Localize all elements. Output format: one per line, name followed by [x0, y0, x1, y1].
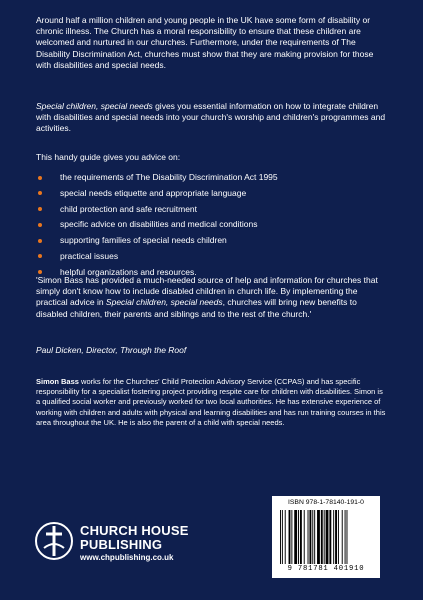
endorsement-quote — [36, 275, 388, 320]
bullet-dot-icon — [38, 207, 42, 211]
barcode-panel — [272, 496, 380, 578]
intro-paragraph: Around half a million children and young people in the UK have some form of disability or chronic illness. The Church has a moral responsibility to ensure that these children are welcomed and nurtured in our churches. Furthermore, under the requirements of The Disability Discrimination Act, churches must show that they are making provision for those with disabilities and special needs. — [36, 15, 374, 70]
purpose-text: gives you essential information on how to integrate children with disabilities and special needs into your church's worship and children's programmes and activities. — [36, 101, 386, 134]
list-item-text: helpful organizations and resources. — [60, 266, 197, 277]
church-house-cross-icon — [34, 520, 74, 562]
bullet-dot-icon — [38, 254, 42, 258]
list-item-text: specific advice on disabilities and medical conditions — [60, 219, 258, 230]
list-item-text: practical issues — [60, 250, 119, 261]
publisher-name-line1: CHURCH HOUSE — [80, 523, 189, 538]
publisher-logo — [34, 520, 254, 570]
quote-book-title: Special children, special needs — [105, 297, 223, 308]
list-item-text: child protection and safe recruitment — [60, 203, 198, 214]
list-item — [36, 249, 388, 265]
bullet-dot-icon — [38, 239, 42, 243]
author-name: Simon Bass — [36, 377, 79, 386]
purpose-paragraph — [36, 101, 388, 135]
list-item — [36, 170, 388, 186]
bullet-dot-icon — [38, 176, 42, 180]
quote-attribution: Paul Dicken, Director, Through the Roof — [36, 345, 187, 355]
bullet-dot-icon — [38, 270, 42, 274]
list-item — [36, 217, 388, 233]
author-bio — [36, 377, 388, 428]
book-title-italic: Special children, special needs — [36, 101, 153, 111]
list-item-text: the requirements of The Disability Discrimination Act 1995 — [60, 172, 278, 182]
list-item — [36, 186, 388, 202]
advice-list — [36, 170, 388, 281]
list-item-text: special needs etiquette and appropriate language — [60, 187, 247, 198]
publisher-name-line2: PUBLISHING — [80, 537, 163, 552]
barcode-icon — [280, 510, 372, 564]
isbn-label: ISBN 978-1-78140-191-0 — [288, 499, 364, 506]
quote-part-1: 'Simon Bass has provided a much-needed source of help and information for churches that simply don't know how to include disabled children in church life. By implementing the practical advice in — [36, 275, 378, 308]
guide-intro: This handy guide gives you advice on: — [36, 152, 181, 162]
list-item-text: supporting families of special needs children — [60, 235, 227, 246]
list-item — [36, 202, 388, 218]
bullet-dot-icon — [38, 191, 42, 195]
quote-part-2: , churches will bring new benefits to disabled children, their parents and siblings and to the rest of the church.' — [36, 297, 357, 319]
author-bio-text: works for the Churches' Child Protection Advisory Service (CCPAS) and has specific responsibility for a specialist fostering project providing respite care for children with disabilities. Simon is a qualified social worker and previously worked for two local authorities. He has extensive experience of working with children and adults with physical and learning disabilities and has run training courses in this area throughout the UK. He is also the parent of a child with special needs. — [36, 377, 386, 427]
publisher-url: www.chpublishing.co.uk — [80, 553, 174, 562]
list-item — [36, 233, 388, 249]
bullet-dot-icon — [38, 223, 42, 227]
barcode-number: 9 781781 401910 — [287, 565, 365, 573]
